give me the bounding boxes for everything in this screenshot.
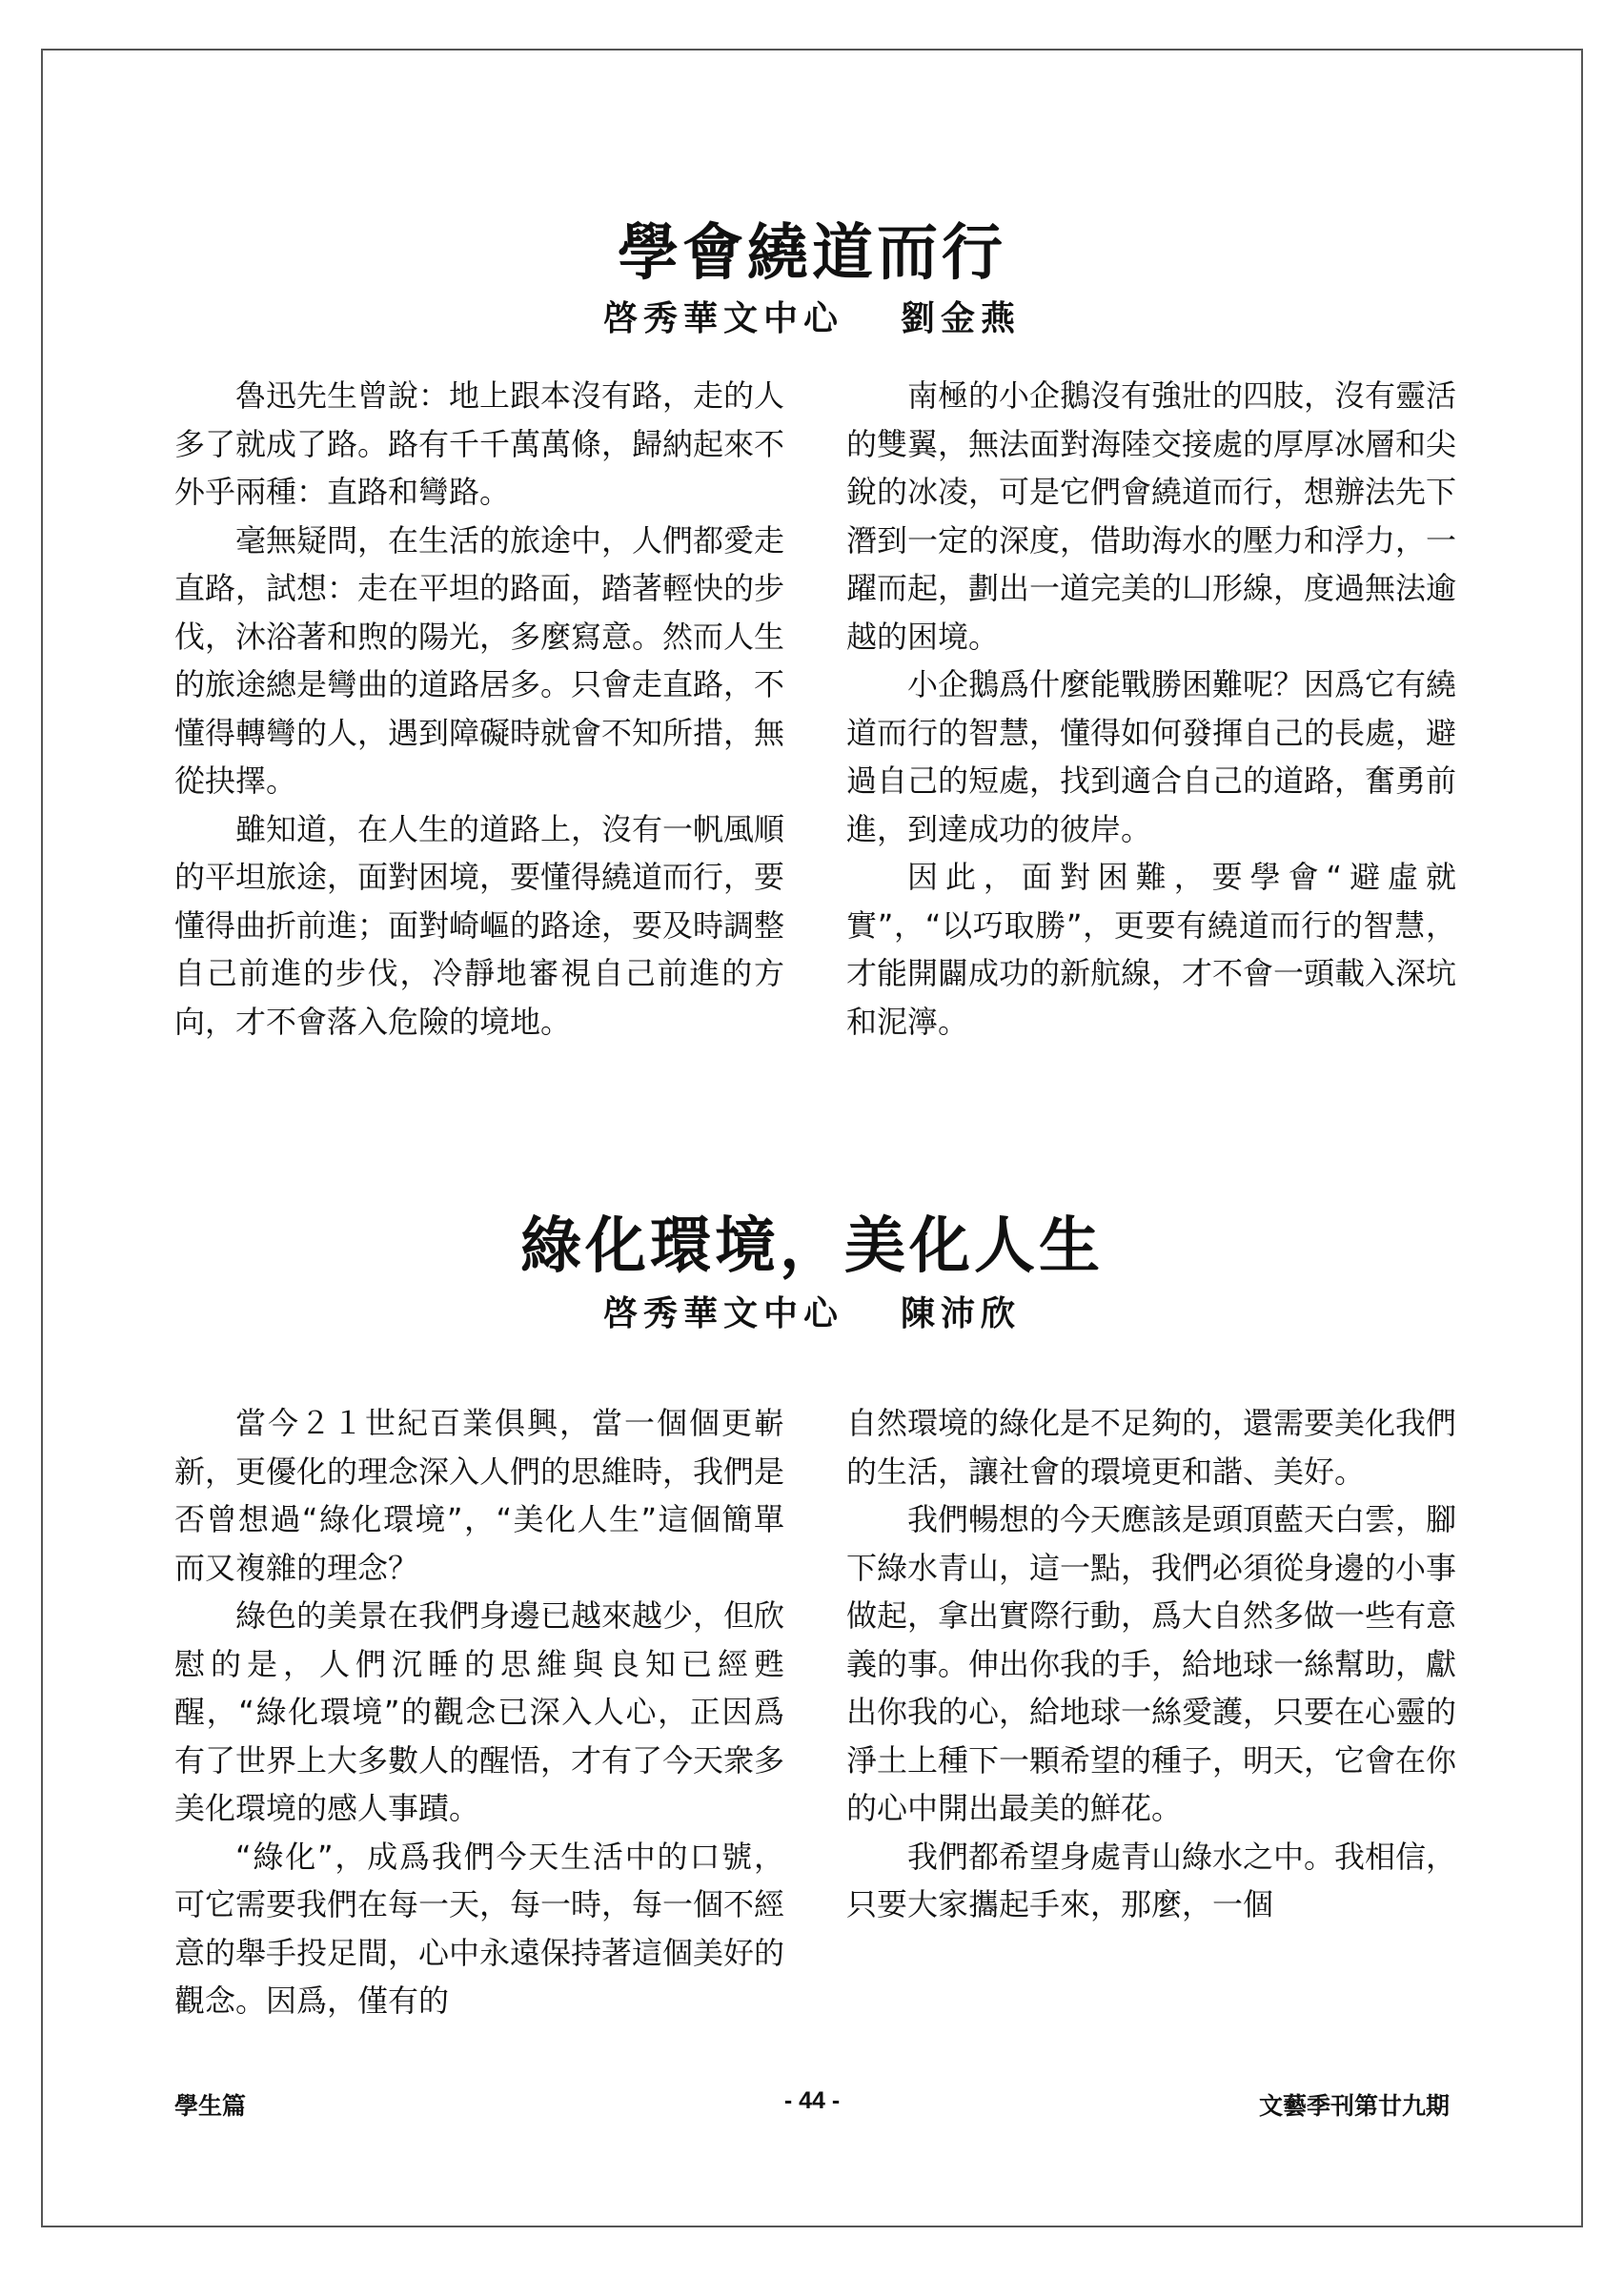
paragraph: 當今２１世紀百業俱興，當一個個更嶄新，更優化的理念深入人們的思維時，我們是否曾想過“綠化環境”，“美化人生”這個簡單而又複雜的理念？ [174, 1405, 785, 1586]
paragraph: 毫無疑問，在生活的旅途中，人們都愛走直路，試想：走在平坦的路面，踏著輕快的步伐，沐浴著和煦的陽光，多麼寫意。然而人生的旅途總是彎曲的道路居多。只會走直路，不懂得轉彎的人，遇到障礙時就會不知所措，無從抉擇。 [174, 521, 785, 799]
article1-left-column [174, 372, 784, 1046]
article1-title: 學會繞道而行 [618, 217, 1006, 289]
paragraph: “綠化”，成爲我們今天生活中的口號，可它需要我們在每一天，每一時，每一個不經意的舉手投足間，心中永遠保持著這個美好的觀念。因爲，僅有的 [174, 1838, 785, 2019]
article1-author: 劉金燕 [901, 298, 1022, 338]
paragraph: 綠色的美景在我們身邊已越來越少，但欣慰的是，人們沉睡的思維與良知已經甦醒，“綠化環境”的觀念已深入人心，正因爲有了世界上大多數人的醒悟，才有了今天衆多美化環境的感人事蹟。 [174, 1597, 785, 1826]
article1-byline [0, 292, 1624, 340]
article2-title: 綠化環境，美化人生 [520, 1210, 1104, 1282]
paragraph: 我們都希望身處青山綠水之中。我相信，只要大家攜起手來，那麼，一個 [846, 1838, 1457, 1922]
paragraph: 自然環境的綠化是不足夠的，還需要美化我們的生活，讓社會的環境更和諧、美好。 [846, 1405, 1457, 1490]
article2-org: 啓秀華文中心 [602, 1293, 843, 1333]
paragraph: 魯迅先生曾說：地上跟本沒有路，走的人多了就成了路。路有千千萬萬條，歸納起來不外乎兩種：直路和彎路。 [174, 377, 785, 510]
paragraph: 小企鵝爲什麼能戰勝困難呢？因爲它有繞道而行的智慧，懂得如何發揮自己的長處，避過自己的短處，找到適合自己的道路，奮勇前進，到達成功的彼岸。 [846, 666, 1457, 847]
paragraph: 我們暢想的今天應該是頭頂藍天白雲，腳下綠水青山，這一點，我們必須從身邊的小事做起，拿出實際行動，爲大自然多做一些有意義的事。伸出你我的手，給地球一絲幫助，獻出你我的心，給地球一絲愛護，只要在心靈的淨土上種下一顆希望的種子，明天，它會在你的心中開出最美的鮮花。 [846, 1501, 1457, 1826]
page-number: - 44 - [783, 2087, 841, 2114]
article2-byline [0, 1287, 1624, 1335]
article2-right-column [846, 1399, 1456, 1929]
footer-publication: 文藝季刊第廿九期 [1258, 2093, 1450, 2120]
article2-author: 陳沛欣 [901, 1293, 1022, 1333]
article1-org: 啓秀華文中心 [602, 298, 843, 338]
article2-left-column [174, 1399, 784, 2025]
paragraph: 雖知道，在人生的道路上，沒有一帆風順的平坦旅途，面對困境，要懂得繞道而行，要懂得曲折前進；面對崎嶇的路途，要及時調整自己前進的步伐，冷靜地審視自己前進的方向，才不會落入危險的境地。 [174, 810, 785, 1040]
paragraph: 南極的小企鵝沒有強壯的四肢，沒有靈活的雙翼，無法面對海陸交接處的厚厚冰層和尖銳的冰凌，可是它們會繞道而行，想辦法先下潛到一定的深度，借助海水的壓力和浮力，一躍而起，劃出一道完美的凵形線，度過無法逾越的困境。 [846, 377, 1457, 655]
footer-section: 學生篇 [174, 2093, 247, 2120]
paragraph: 因此，面對困難，要學會“避虛就實”，“以巧取勝”，更要有繞道而行的智慧，才能開闢成功的新航線，才不會一頭載入深坑和泥濘。 [846, 859, 1457, 1040]
article1-right-column [846, 372, 1456, 1046]
